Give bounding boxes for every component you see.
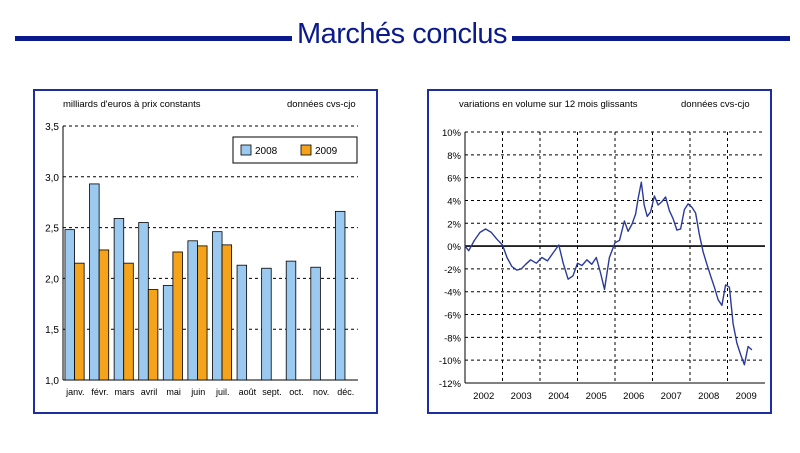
bar-x-tick-label: oct. xyxy=(289,387,304,397)
bar-x-tick-label: janv. xyxy=(66,387,85,397)
bar-chart-source-note: données cvs-cjo xyxy=(287,99,356,110)
line-x-tick-label: 2008 xyxy=(698,391,720,402)
bar-x-tick-label: juin xyxy=(191,387,206,397)
bar-legend-swatch-2009 xyxy=(301,145,311,155)
bar-2008 xyxy=(311,267,321,380)
line-y-tick-label: -4% xyxy=(444,287,461,299)
line-x-tick-label: 2006 xyxy=(623,391,645,402)
bar-2008 xyxy=(65,230,75,380)
header xyxy=(0,0,800,70)
header-rule-left xyxy=(15,36,292,41)
line-y-tick-label: 8% xyxy=(447,150,461,162)
bar-legend-box xyxy=(233,137,357,163)
bar-2009 xyxy=(222,245,232,380)
line-y-tick-label: 2% xyxy=(447,219,461,231)
line-y-tick-label: 4% xyxy=(447,196,461,208)
bar-y-tick-label: 1,0 xyxy=(45,376,59,387)
line-x-tick-label: 2003 xyxy=(510,391,532,402)
bar-x-tick-label: août xyxy=(238,387,257,397)
line-chart-panel xyxy=(427,89,772,414)
bar-chart xyxy=(35,91,376,412)
bar-chart-panel xyxy=(33,89,378,414)
bar-2009 xyxy=(75,263,85,380)
line-chart xyxy=(429,91,770,412)
bar-x-tick-label: déc. xyxy=(337,387,355,397)
bar-2008 xyxy=(163,286,173,380)
bar-x-tick-label: mai xyxy=(166,387,181,397)
bar-2008 xyxy=(188,241,198,380)
bar-2008 xyxy=(139,223,149,380)
line-y-tick-label: -2% xyxy=(444,264,461,276)
line-y-tick-label: 10% xyxy=(441,128,461,139)
line-y-tick-label: -6% xyxy=(444,310,461,322)
bar-x-tick-label: juil. xyxy=(216,387,230,397)
bar-x-tick-label: sept. xyxy=(262,387,282,397)
bar-legend-swatch-2008 xyxy=(241,145,251,155)
line-chart-source-note: données cvs-cjo xyxy=(681,99,750,110)
bar-y-tick-label: 2,5 xyxy=(45,223,59,235)
bar-2008 xyxy=(335,211,345,380)
bar-x-tick-label: mars xyxy=(114,387,135,397)
bar-legend-label: 2008 xyxy=(255,146,278,157)
bar-2008 xyxy=(114,218,124,380)
bar-2008 xyxy=(90,184,100,380)
line-y-tick-label: -12% xyxy=(438,379,461,390)
line-y-tick-label: 6% xyxy=(447,173,461,185)
bar-legend-label: 2009 xyxy=(315,146,338,157)
bar-2009 xyxy=(197,246,207,380)
line-x-tick-label: 2004 xyxy=(548,391,570,402)
bar-chart-unit-note: milliards d'euros à prix constants xyxy=(63,99,201,110)
bar-2009 xyxy=(99,250,109,380)
bar-y-tick-label: 1,5 xyxy=(45,325,59,337)
bar-y-tick-label: 2,0 xyxy=(45,274,59,286)
bar-2008 xyxy=(212,232,222,380)
line-y-tick-label: 0% xyxy=(447,242,461,254)
page-title: Marchés conclus xyxy=(296,18,508,50)
bar-2009 xyxy=(173,252,183,380)
bar-2009 xyxy=(124,263,134,380)
line-x-tick-label: 2007 xyxy=(660,391,682,402)
line-x-tick-label: 2009 xyxy=(735,391,757,402)
header-rule-right xyxy=(512,36,790,41)
bar-2009 xyxy=(148,290,158,380)
line-chart-unit-note: variations en volume sur 12 mois glissants xyxy=(459,99,638,110)
line-y-tick-label: -8% xyxy=(444,333,461,345)
line-x-tick-label: 2005 xyxy=(585,391,607,402)
bar-2008 xyxy=(262,268,272,380)
bar-x-tick-label: avril xyxy=(140,387,158,397)
bar-2008 xyxy=(286,261,296,380)
bar-x-tick-label: févr. xyxy=(91,387,109,397)
line-y-tick-label: -10% xyxy=(438,356,461,368)
bar-y-tick-label: 3,0 xyxy=(45,172,59,184)
line-x-tick-label: 2002 xyxy=(473,391,495,402)
bar-x-tick-label: nov. xyxy=(312,387,330,397)
bar-2008 xyxy=(237,265,247,380)
bar-y-tick-label: 3,5 xyxy=(45,122,59,133)
